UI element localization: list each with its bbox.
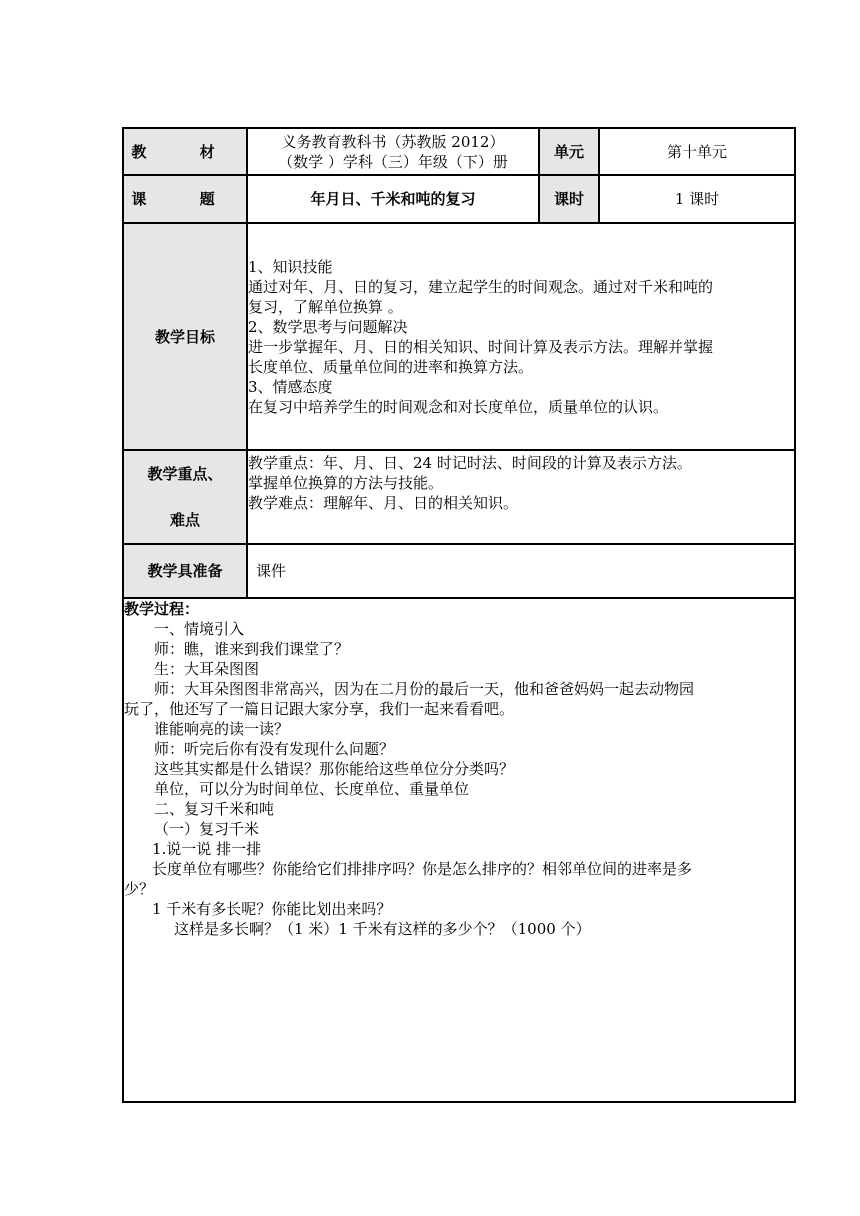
unit-label: 单元	[539, 128, 599, 175]
goals-line: 1、知识技能	[248, 257, 333, 276]
textbook-row	[123, 128, 795, 175]
process-line: 玩了，他还写了一篇日记跟大家分享，我们一起来看看吧。	[124, 700, 515, 718]
process-line: 长度单位有哪些？你能给它们排排序吗？你是怎么排序的？相邻单位间的进率是多	[152, 860, 693, 878]
keypoints-row	[123, 450, 795, 544]
textbook-label: 教 材	[123, 128, 247, 175]
textbook-line-2: （数学 ）学科（三）年级（下）册	[278, 152, 508, 171]
process-line: 单位，可以分为时间单位、长度单位、重量单位	[154, 780, 470, 798]
goals-line: 复习，了解单位换算 。	[248, 297, 403, 316]
process-line: 二、复习千米和吨	[154, 800, 275, 818]
lesson-plan-sheet	[122, 127, 794, 1103]
process-heading: 教学过程：	[124, 600, 200, 618]
process-line: 生：大耳朵图图	[154, 660, 260, 678]
keypoints-line: 教学难点：理解年、月、日的相关知识。	[248, 494, 519, 512]
process-line: 这些其实都是什么错误？那你能给这些单位分分类吗？	[154, 760, 515, 778]
textbook-line-1: 义务教育教科书（苏教版 2012）	[281, 132, 505, 151]
goals-line: 进一步掌握年、月、日的相关知识、时间计算及表示方法。理解并掌握	[248, 337, 714, 356]
hours-value: 1 课时	[599, 175, 795, 223]
process-line: 这样是多长啊？（1 米）1 千米有这样的多少个？（1000 个）	[174, 920, 591, 938]
textbook-value	[247, 128, 539, 175]
goals-content	[247, 223, 795, 450]
goals-line: 在复习中培养学生的时间观念和对长度单位，质量单位的认识。	[248, 397, 669, 416]
process-line: 1 千米有多长呢？你能比划出来吗？	[152, 900, 392, 918]
topic-value: 年月日、千米和吨的复习	[247, 175, 539, 223]
goals-line: 3、情感态度	[248, 377, 333, 396]
unit-value: 第十单元	[599, 128, 795, 175]
process-line: 师：大耳朵图图非常高兴，因为在二月份的最后一天，他和爸爸妈妈一起去动物园	[154, 680, 695, 698]
keypoints-content	[247, 450, 795, 544]
process-line: 少？	[124, 880, 155, 898]
goals-line: 长度单位、质量单位间的进率和换算方法。	[248, 357, 534, 376]
process-row	[123, 598, 795, 1102]
topic-row	[123, 175, 795, 223]
keypoints-line: 教学重点：年、月、日、24 时记时法、时间段的计算及表示方法。	[248, 454, 692, 472]
tools-label: 教学具准备	[123, 544, 247, 598]
process-content	[123, 598, 795, 1102]
process-line: 谁能响亮的读一读？	[154, 720, 290, 738]
tools-row	[123, 544, 795, 598]
process-line: 1.说一说 排一排	[152, 840, 262, 858]
keypoints-label	[123, 450, 247, 544]
process-line: 一、情境引入	[154, 620, 245, 638]
goals-line: 通过对年、月、日的复习，建立起学生的时间观念。通过对千米和吨的	[248, 277, 714, 296]
topic-label: 课 题	[123, 175, 247, 223]
tools-value: 课件	[247, 544, 795, 598]
keypoints-label-line-1: 教学重点、	[147, 465, 223, 483]
process-line: （一）复习千米	[154, 820, 260, 838]
process-line: 师：瞧，谁来到我们课堂了？	[154, 640, 350, 658]
keypoints-label-line-2: 难点	[169, 511, 200, 529]
goals-label: 教学目标	[123, 223, 247, 450]
process-line: 师：听完后你有没有发现什么问题？	[154, 740, 395, 758]
keypoints-line: 掌握单位换算的方法与技能。	[248, 474, 444, 492]
lesson-plan-table	[122, 127, 796, 1103]
goals-row	[123, 223, 795, 450]
hours-label: 课时	[539, 175, 599, 223]
goals-line: 2、数学思考与问题解决	[248, 317, 408, 336]
